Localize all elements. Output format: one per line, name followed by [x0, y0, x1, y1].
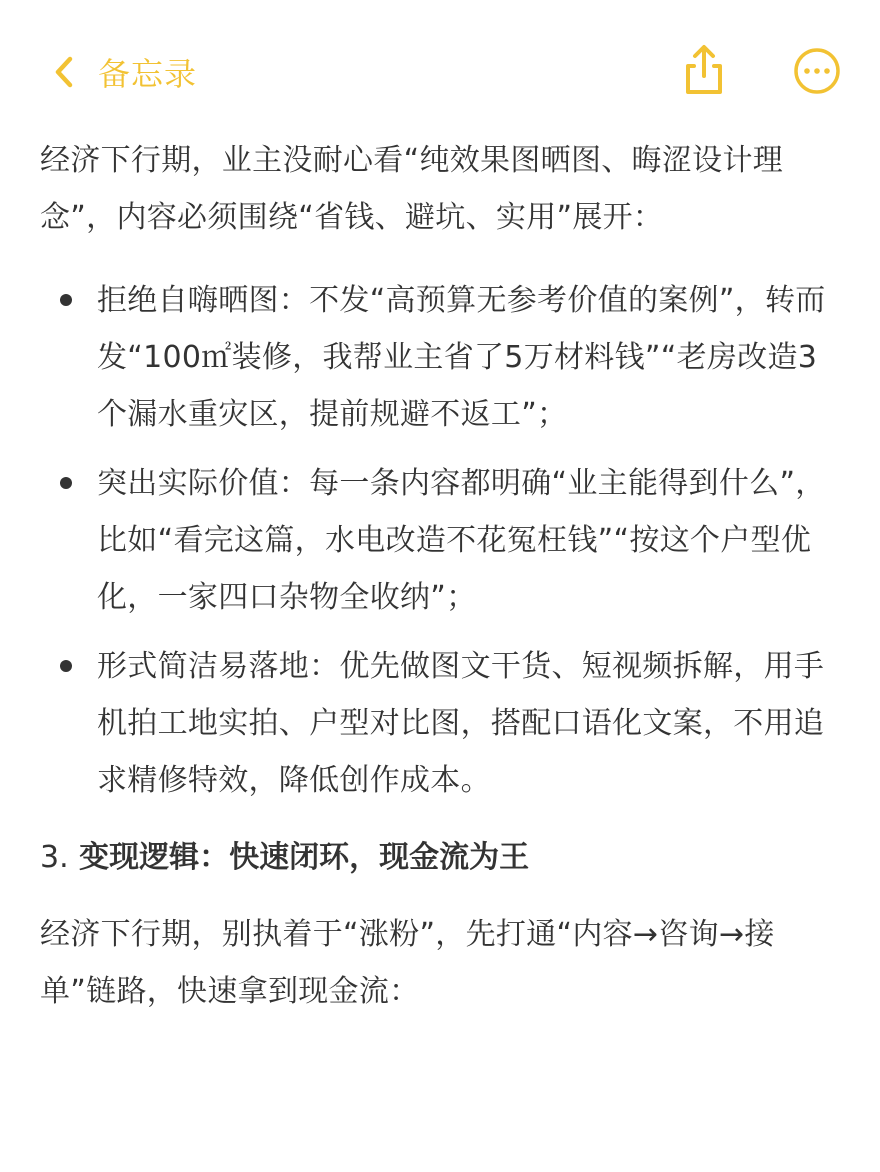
- list-item-text: 形式简洁易落地：优先做图文干货、短视频拆解，用手机拍工地实拍、户型对比图，搭配口语化文案，不用追求精修特效，降低创作成本。: [97, 649, 825, 798]
- list-item-text: 拒绝自嗨晒图：不发“高预算无参考价值的案例”，转而发“100㎡装修，我帮业主省了5万材料钱”“老房改造3个漏水重灾区，提前规避不返工”；: [97, 283, 826, 432]
- section-number: 3.: [40, 840, 69, 875]
- bullet-list: [40, 272, 840, 809]
- bullet-dot-icon: [60, 660, 72, 672]
- section-paragraph: 经济下行期，别执着于“涨粉”，先打通“内容→咨询→接单”链路，快速拿到现金流：: [40, 917, 775, 1009]
- bullet-dot-icon: [60, 294, 72, 306]
- list-item: [40, 455, 840, 626]
- note-body[interactable]: [40, 132, 840, 1020]
- intro-paragraph: 经济下行期，业主没耐心看“纯效果图晒图、晦涩设计理念”，内容必须围绕“省钱、避坑、实用”展开：: [40, 143, 784, 235]
- list-item: [40, 638, 840, 809]
- navigation-bar: [0, 0, 880, 140]
- list-item: [40, 272, 840, 443]
- section-heading: [40, 829, 840, 886]
- share-button[interactable]: [678, 42, 730, 98]
- more-ellipsis-icon: [792, 81, 842, 100]
- list-item-text: 突出实际价值：每一条内容都明确“业主能得到什么”，比如“看完这篇，水电改造不花冤枉钱”“按这个户型优化，一家四口杂物全收纳”；: [97, 466, 826, 615]
- section-title: 变现逻辑：快速闭环，现金流为王: [79, 840, 530, 875]
- share-icon: [678, 83, 730, 102]
- more-button[interactable]: [792, 46, 842, 96]
- back-label[interactable]: 备忘录: [98, 55, 198, 93]
- chevron-left-icon: [44, 44, 84, 100]
- bullet-dot-icon: [60, 477, 72, 489]
- back-button[interactable]: [44, 44, 197, 100]
